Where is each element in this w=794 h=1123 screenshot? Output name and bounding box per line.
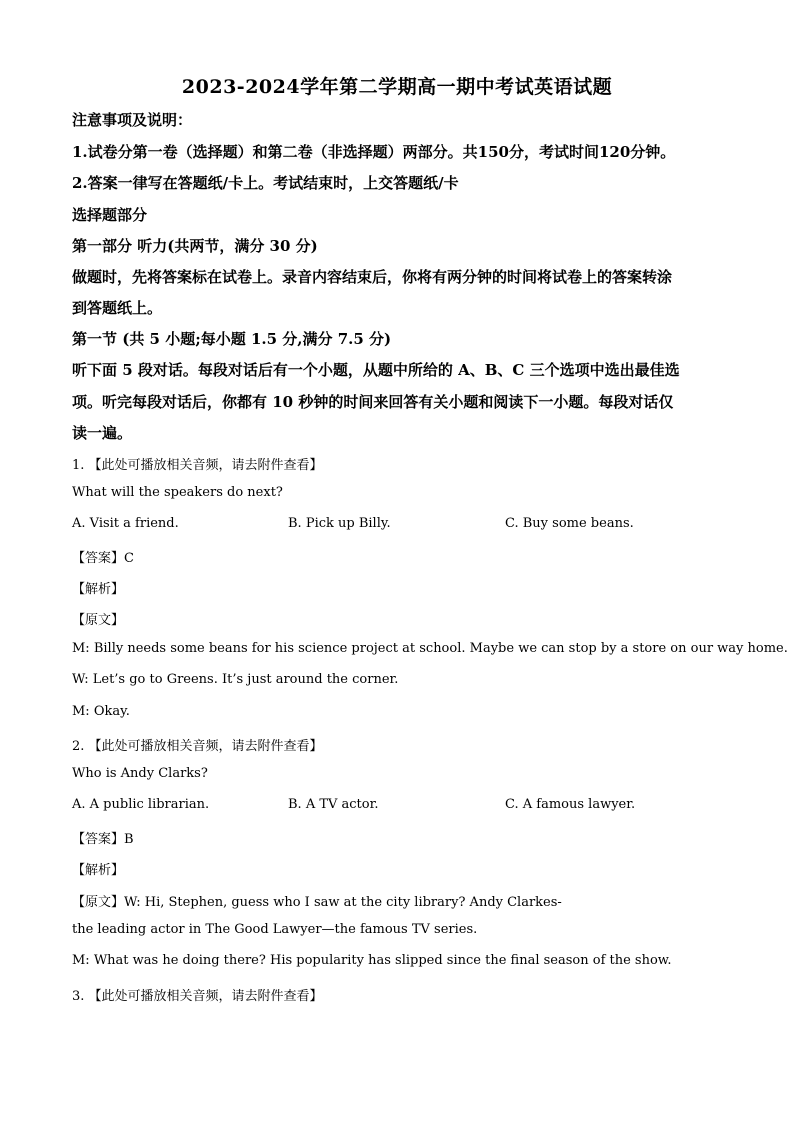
q1-question: What will the speakers do next? bbox=[72, 485, 283, 500]
part1-intro-line-2: 到答题纸上。 bbox=[72, 299, 163, 317]
q1-answer: 【答案】C bbox=[72, 551, 134, 566]
q1-analysis-label: 【解析】 bbox=[72, 582, 125, 597]
q2-option-b: B. A TV actor. bbox=[288, 797, 379, 812]
q2-option-a: A. A public librarian. bbox=[72, 797, 210, 812]
q2-audio-placeholder: 2. 【此处可播放相关音频，请去附件查看】 bbox=[72, 739, 323, 754]
q2-option-c: C. A famous lawyer. bbox=[505, 797, 636, 812]
q2-transcript-line-3: M: What was he doing there? His popularity has slipped since the final season of the show. bbox=[72, 953, 672, 968]
q1-transcript-line-3: M: Okay. bbox=[72, 704, 130, 719]
section-choice-heading: 选择题部分 bbox=[72, 206, 148, 224]
q1-option-a: A. Visit a friend. bbox=[72, 516, 179, 531]
q1-option-b: B. Pick up Billy. bbox=[288, 516, 391, 531]
part1-heading: 第一部分 听力(共两节，满分 30 分) bbox=[72, 237, 318, 255]
q1-transcript-line-2: W: Let’s go to Greens. It’s just around the corner. bbox=[72, 672, 399, 687]
q2-answer: 【答案】B bbox=[72, 832, 134, 847]
q2-transcript-line-2: the leading actor in The Good Lawyer—the famous TV series. bbox=[72, 922, 478, 937]
notice-item-1: 1.试卷分第一卷（选择题）和第二卷（非选择题）两部分。共150分，考试时间120分钟。 bbox=[72, 143, 676, 161]
q3-audio-placeholder: 3. 【此处可播放相关音频，请去附件查看】 bbox=[72, 989, 323, 1004]
q2-question: Who is Andy Clarks? bbox=[72, 766, 208, 781]
q1-transcript-line-1: M: Billy needs some beans for his science project at school. Maybe we can stop by a store on our way home. bbox=[72, 641, 788, 656]
section1-instruction-line-3: 读一遍。 bbox=[72, 424, 133, 442]
section1-instruction-line-1: 听下面 5 段对话。每段对话后有一个小题，从题中所给的 A、B、C 三个选项中选出最佳选 bbox=[72, 361, 680, 379]
q1-audio-placeholder: 1. 【此处可播放相关音频，请去附件查看】 bbox=[72, 458, 323, 473]
q2-transcript-line-1: 【原文】W: Hi, Stephen, guess who I saw at the city library? Andy Clarkes- bbox=[72, 895, 562, 910]
section1-heading: 第一节 (共 5 小题;每小题 1.5 分,满分 7.5 分) bbox=[72, 330, 392, 348]
section1-instruction-line-2: 项。听完每段对话后，你都有 10 秒钟的时间来回答有关小题和阅读下一小题。每段对话仅 bbox=[72, 393, 674, 411]
part1-intro-line-1: 做题时，先将答案标在试卷上。录音内容结束后，你将有两分钟的时间将试卷上的答案转涂 bbox=[72, 268, 673, 286]
notice-heading: 注意事项及说明： bbox=[72, 111, 193, 129]
notice-item-2: 2.答案一律写在答题纸/卡上。考试结束时，上交答题纸/卡 bbox=[72, 174, 459, 192]
page-title: 2023-2024学年第二学期高一期中考试英语试题 bbox=[181, 76, 613, 98]
q1-original-label: 【原文】 bbox=[72, 613, 125, 628]
q2-analysis-label: 【解析】 bbox=[72, 863, 125, 878]
q1-option-c: C. Buy some beans. bbox=[505, 516, 634, 531]
